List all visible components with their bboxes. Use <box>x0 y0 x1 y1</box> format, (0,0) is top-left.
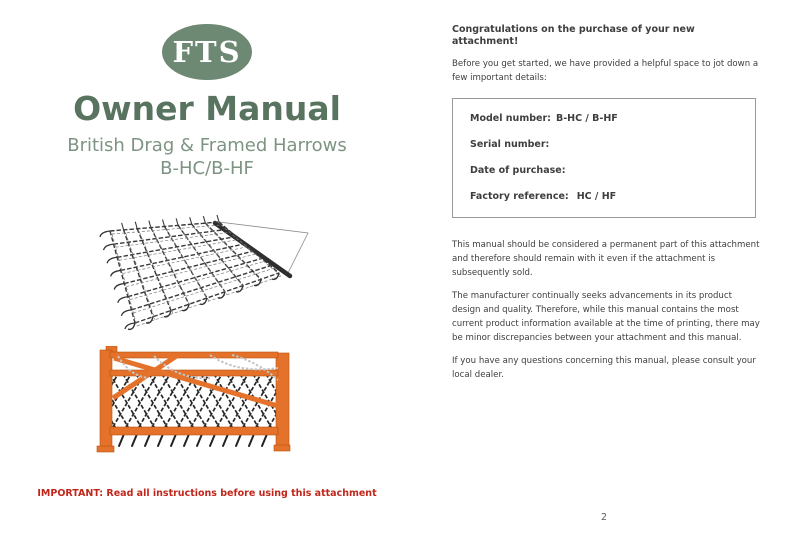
drag-harrow-photo <box>27 203 387 343</box>
field-label: Serial number: <box>470 139 550 150</box>
field-label: Date of purchase: <box>470 165 566 176</box>
details-field-serial <box>470 137 745 152</box>
field-label: Model number: <box>470 113 551 124</box>
field-value: B-HC / B-HF <box>555 113 618 124</box>
details-field-factory <box>470 189 745 204</box>
fts-logo <box>162 24 252 80</box>
subtitle-line1: British Drag & Framed Harrows <box>67 135 347 156</box>
details-box <box>452 98 756 218</box>
field-label: Factory reference: <box>470 191 569 202</box>
details-field-date <box>470 163 745 178</box>
subtitle-line2: B-HC/B-HF <box>160 157 254 179</box>
right-column <box>452 0 762 523</box>
drag-harrow-illustration <box>82 203 332 343</box>
page-number: 2 <box>600 512 608 523</box>
left-column <box>27 0 387 499</box>
framed-harrow-illustration <box>82 346 332 464</box>
important-note: IMPORTANT: Read all instructions before using this attachment <box>37 488 377 499</box>
framed-harrow-photo <box>27 346 387 464</box>
paragraph-advancements: The manufacturer continually seeks advancements in its product design and quality. Therefore, while this manual contains the most current product information available at the time of printing, there may be minor discrepancies between your attachment and this manual. <box>452 291 760 343</box>
paragraph-questions: If you have any questions concerning this manual, please consult your local dealer. <box>452 356 756 380</box>
intro-text: Before you get started, we have provided a helpful space to jot down a few important details: <box>452 59 759 83</box>
congrats-heading: Congratulations on the purchase of your new attachment! <box>452 24 695 47</box>
subtitle <box>27 135 387 180</box>
page-title: Owner Manual <box>73 89 341 128</box>
field-value: HC / HF <box>576 191 617 202</box>
fts-logo-text: FTS <box>172 34 242 69</box>
paragraph-permanent-part: This manual should be considered a permanent part of this attachment and therefore should remain with it even if the attachment is subsequently sold. <box>452 240 760 278</box>
details-field-model <box>470 111 745 126</box>
